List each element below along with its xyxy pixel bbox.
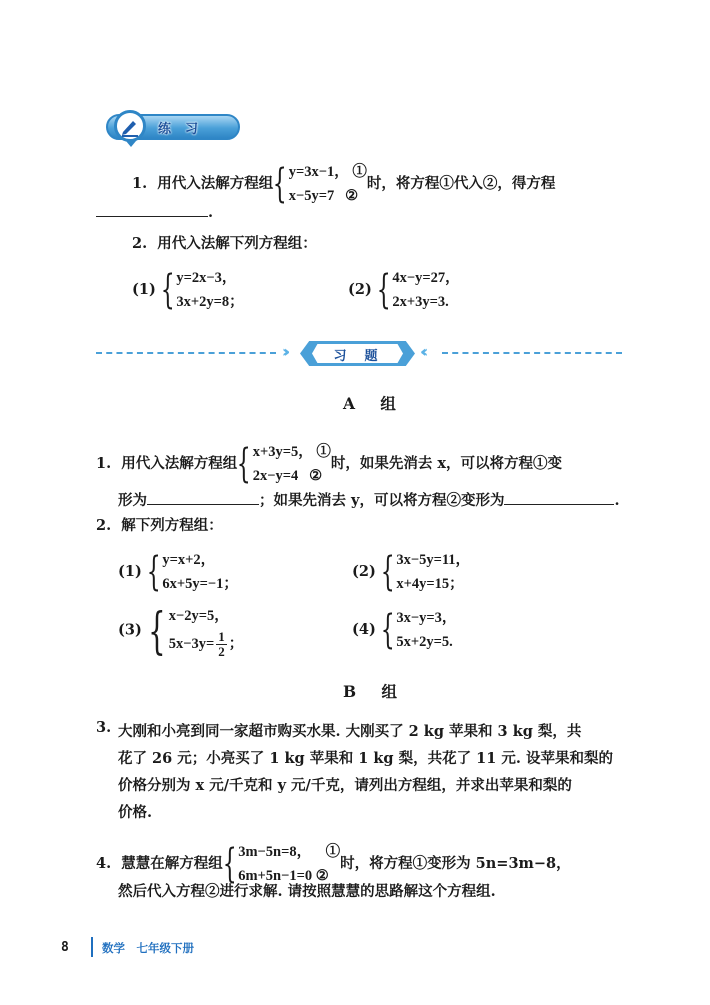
fraction: $\frac{1}{2}$ [218,629,225,660]
question-lead: 用代入法解方程组 [121,455,238,472]
question-tail: 时，将方程①代入②，得方程 [366,175,556,192]
question-number: 1. [96,455,112,472]
group-b-title: B 组 [343,682,407,701]
exercise-b-question-3 [96,718,111,738]
practice-question-1-answer [96,202,213,223]
equation-1: 3m−5n=8， [238,844,312,860]
equation-2-mark: ② [309,468,323,484]
book-title: 数学 七年级下册 [102,941,194,955]
equation-1: 3x−5y=11， [396,552,471,568]
item-label: (2) [352,563,376,580]
equation-1-mark: ① [352,164,367,180]
footer-divider [91,937,93,957]
question-number: 1. [132,175,148,192]
equation-1: y=2x−3， [176,270,237,286]
group-a-title: A 组 [343,394,406,413]
question-number: 2. [96,517,112,534]
practice-q2-item-1: (1) { y=2x−3， 3x+2y=8； [132,267,244,313]
banner-icon-circle [114,110,146,142]
question-text: 用代入法解下列方程组： [157,235,317,252]
equation-1-mark: ① [316,444,331,460]
divider-left [96,352,276,354]
equation-2-mark: ② [345,188,359,204]
equation-2: 5x+2y=5. [396,634,453,650]
question-number: 4. [96,855,112,872]
equation-1: x−2y=5， [168,608,229,624]
exercise-a2-item-2: (2) { 3x−5y=11， x+4y=15； [352,549,471,595]
question-tail: 时，将方程①变形为 5n=3m−8， [340,855,571,872]
question-lead: 用代入法解方程组 [157,175,274,192]
equation-2: x−5y=7 [288,188,335,204]
question-text: 解下列方程组： [121,517,223,534]
exercise-a2-item-1: (1) { y=x+2， 6x+5y=−1； [118,549,238,595]
equation-1: x+3y=5， [252,444,313,460]
practice-banner [96,110,242,144]
period: . [614,492,620,509]
line-text: 形为 [118,492,147,509]
practice-title: 练习 [158,122,213,137]
equation-1: 4x−y=27， [392,270,460,286]
line-2: 花了 26 元；小亮买了 1 kg 苹果和 1 kg 梨，共花了 11 元. 设苹果和梨的 [118,750,613,767]
item-label: (1) [118,563,142,580]
item-label: (4) [352,621,376,638]
banner-notch [126,141,136,147]
page-number: 8 [61,940,69,955]
line-3: 价格分别为 x 元/千克和 y 元/千克，请列出方程组，并求出苹果和梨的 [118,777,572,794]
line-text: ；如果先消去 y，可以将方程②变形为 [259,492,505,509]
answer-blank[interactable] [96,202,208,217]
exercise-title: 习题 [333,349,396,364]
item-label: (2) [348,281,372,298]
exercise-a-question-1 [96,440,562,488]
item-label: (1) [132,281,156,298]
exercise-a2-item-3: (3) { x−2y=5， 5x−3y= $\frac{1}{2}$ ； [118,601,244,660]
exercise-a-question-1-line2 [118,490,620,511]
equation-system: { x+3y=5， ① 2x−y=4 ② [236,441,331,487]
equation-1: y=x+2， [162,552,216,568]
practice-q2-item-2: (2) { 4x−y=27， 2x+3y=3. [348,267,460,313]
line-1: 大刚和小亮到同一家超市购买水果. 大刚买了 2 kg 苹果和 3 kg 梨，共 [118,723,582,740]
divider-right [442,352,622,354]
double-chevron-right-icon: ›› [282,342,286,361]
exercise-b-question-3-text [118,718,613,826]
equation-2: 2x−y=4 [252,468,299,484]
exercise-banner [300,341,415,366]
equation-2: 6x+5y=−1； [162,576,238,592]
exercise-b-question-4 [96,840,571,888]
equation-2: 3x+2y=8； [176,294,244,310]
practice-question-2 [132,234,317,254]
equation-1: y=3x−1， [288,164,349,180]
equation-2: 5x−3y= $\frac{1}{2}$ ； [168,629,244,660]
equation-system: { 3m−5n=8， ① 6m+5n−1=0 ② [222,841,341,887]
question-number: 3. [96,719,112,736]
question-number: 2. [132,235,148,252]
item-label: (3) [118,621,142,639]
practice-question-1 [132,160,555,208]
equation-1-mark: ① [325,844,341,860]
double-chevron-left-icon: ‹‹ [420,342,424,361]
question-lead: 慧慧在解方程组 [121,855,223,872]
equation-2: 6m+5n−1=0 [238,868,313,884]
equation-2: 2x+3y=3. [392,294,449,310]
exercise-a2-item-4: (4) { 3x−y=3， 5x+2y=5. [352,607,457,653]
equation-2: x+4y=15； [396,576,464,592]
exercise-a-question-2 [96,516,223,536]
period: . [208,204,214,221]
answer-blank-1[interactable] [147,490,259,505]
pencil-icon [117,113,143,139]
equation-1: 3x−y=3， [396,610,457,626]
equation-2-mark: ② [315,868,329,884]
answer-blank-2[interactable] [504,490,614,505]
line-4: 价格. [118,804,153,821]
question-tail: 时，如果先消去 x，可以将方程①变 [330,455,563,472]
exercise-b-question-4-line2: 然后代入方程②进行求解. 请按照慧慧的思路解这个方程组. [118,883,496,900]
equation-system: { y=3x−1， ① x−5y=7 ② [272,161,367,207]
